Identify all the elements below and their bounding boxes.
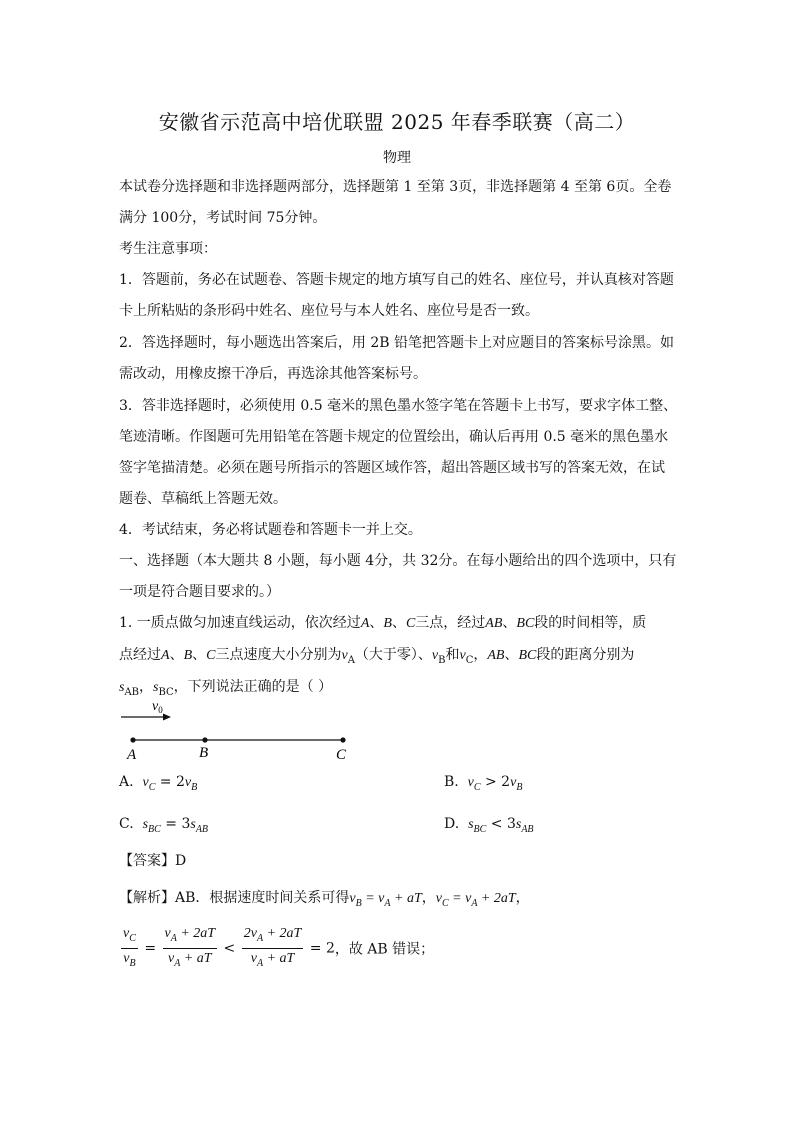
question-1-line-1: 1. 一质点做匀加速直线运动，依次经过A、B、C三点，经过AB、BC段的时间相等，质 <box>119 615 647 631</box>
notice-line: 卡上所粘贴的条形码中姓名、座位号与本人姓名、座位号是否一致。 <box>119 303 539 319</box>
ratio-fraction: $\frac{v_C}{v_B}$ <box>123 926 136 969</box>
point-a <box>130 737 135 742</box>
point-c <box>340 737 345 742</box>
option-d[interactable]: D. $s_{BC} < 3s_{AB}$ <box>444 816 534 835</box>
question-1-line-3: $s_{AB}$，$s_{BC}$，下列说法正确的是（ ） <box>119 679 333 698</box>
notice-line: 笔迹清晰。作图题可先用铅笔在答题卡规定的位置绘出，确认后再用 0.5 毫米的黑色墨水 <box>119 429 669 445</box>
page-title: 安徽省示范高中培优联盟 2025 年春季联赛（高二） <box>158 110 636 134</box>
option-c[interactable]: C. $s_{BC} = 3s_{AB}$ <box>119 816 209 835</box>
notice-line: 1．答题前，务必在试题卷、答题卡规定的地方填写自己的姓名、座位号，并认真核对答题 <box>119 272 674 288</box>
notice-line: 2．答选择题时，每小题选出答案后，用 2B 铅笔把答题卡上对应题目的答案标号涂黑。如 <box>119 335 675 351</box>
point-a-label: A <box>127 747 137 763</box>
intro-line-2: 满分 100分，考试时间 75分钟。 <box>119 210 327 226</box>
subject-label: 物理 <box>383 150 411 166</box>
section-heading-line-1: 一、选择题（本大题共 8 小题，每小题 4分，共 32分。在每小题给出的四个选项中，只有 <box>119 553 677 569</box>
notice-line: 签字笔描清楚。必须在题号所指示的答题区域作答，超出答题区域书写的答案无效，在试 <box>119 460 665 476</box>
bound-fraction: $\frac{2v_A + 2aT}{v_A + aT}$ <box>243 926 302 969</box>
notice-line: 3．答非选择题时，必须使用 0.5 毫米的黑色墨水签字笔在答题卡上书写，要求字体工整、 <box>119 398 678 414</box>
analysis-equation: $\frac{v_C}{v_B}$ = $\frac{v_A + 2aT}{v_A + aT}$ < $\frac{2v_A + 2aT}{v_A + aT}$ = 2，故 AB 错误； <box>119 924 434 973</box>
answer-label: 【答案】 <box>119 853 175 869</box>
point-c-label: C <box>336 747 347 763</box>
expanded-fraction: $\frac{v_A + 2aT}{v_A + aT}$ <box>164 926 216 969</box>
analysis-line-1: 【解析】AB．根据速度时间关系可得$v_B = v_A$ + aT，$v_C = v_A + 2aT$， <box>119 890 530 909</box>
velocity-label: $v_0$ <box>152 699 163 715</box>
point-b-label: B <box>199 745 209 761</box>
option-b[interactable]: B. $v_C > 2v_B$ <box>444 774 523 793</box>
velocity-arrowhead <box>163 714 171 721</box>
section-heading-line-2: 一项是符合题目要求的。） <box>119 584 280 600</box>
option-a[interactable]: A. $v_C = 2v_B$ <box>119 774 198 793</box>
notice-heading: 考生注意事项： <box>119 241 217 257</box>
point-b <box>202 737 207 742</box>
notice-line: 题卷、草稿纸上答题无效。 <box>119 491 287 507</box>
motion-diagram <box>115 698 355 766</box>
notice-line: 需改动，用橡皮擦干净后，再选涂其他答案标号。 <box>119 366 427 382</box>
intro-line-1: 本试卷分选择题和非选择题两部分，选择题第 1 至第 3页，非选择题第 4 至第 6页。全卷 <box>119 179 672 195</box>
answer-line <box>119 851 186 871</box>
question-1-line-2: 点经过A、B、C三点速度大小分别为$v_A$（大于零）、$v_B$和$v_C$，AB、BC段的距离分别为 <box>119 647 635 666</box>
answer-value: D <box>175 853 187 869</box>
notice-line: 4．考试结束，务必将试题卷和答题卡一并上交。 <box>119 522 422 538</box>
